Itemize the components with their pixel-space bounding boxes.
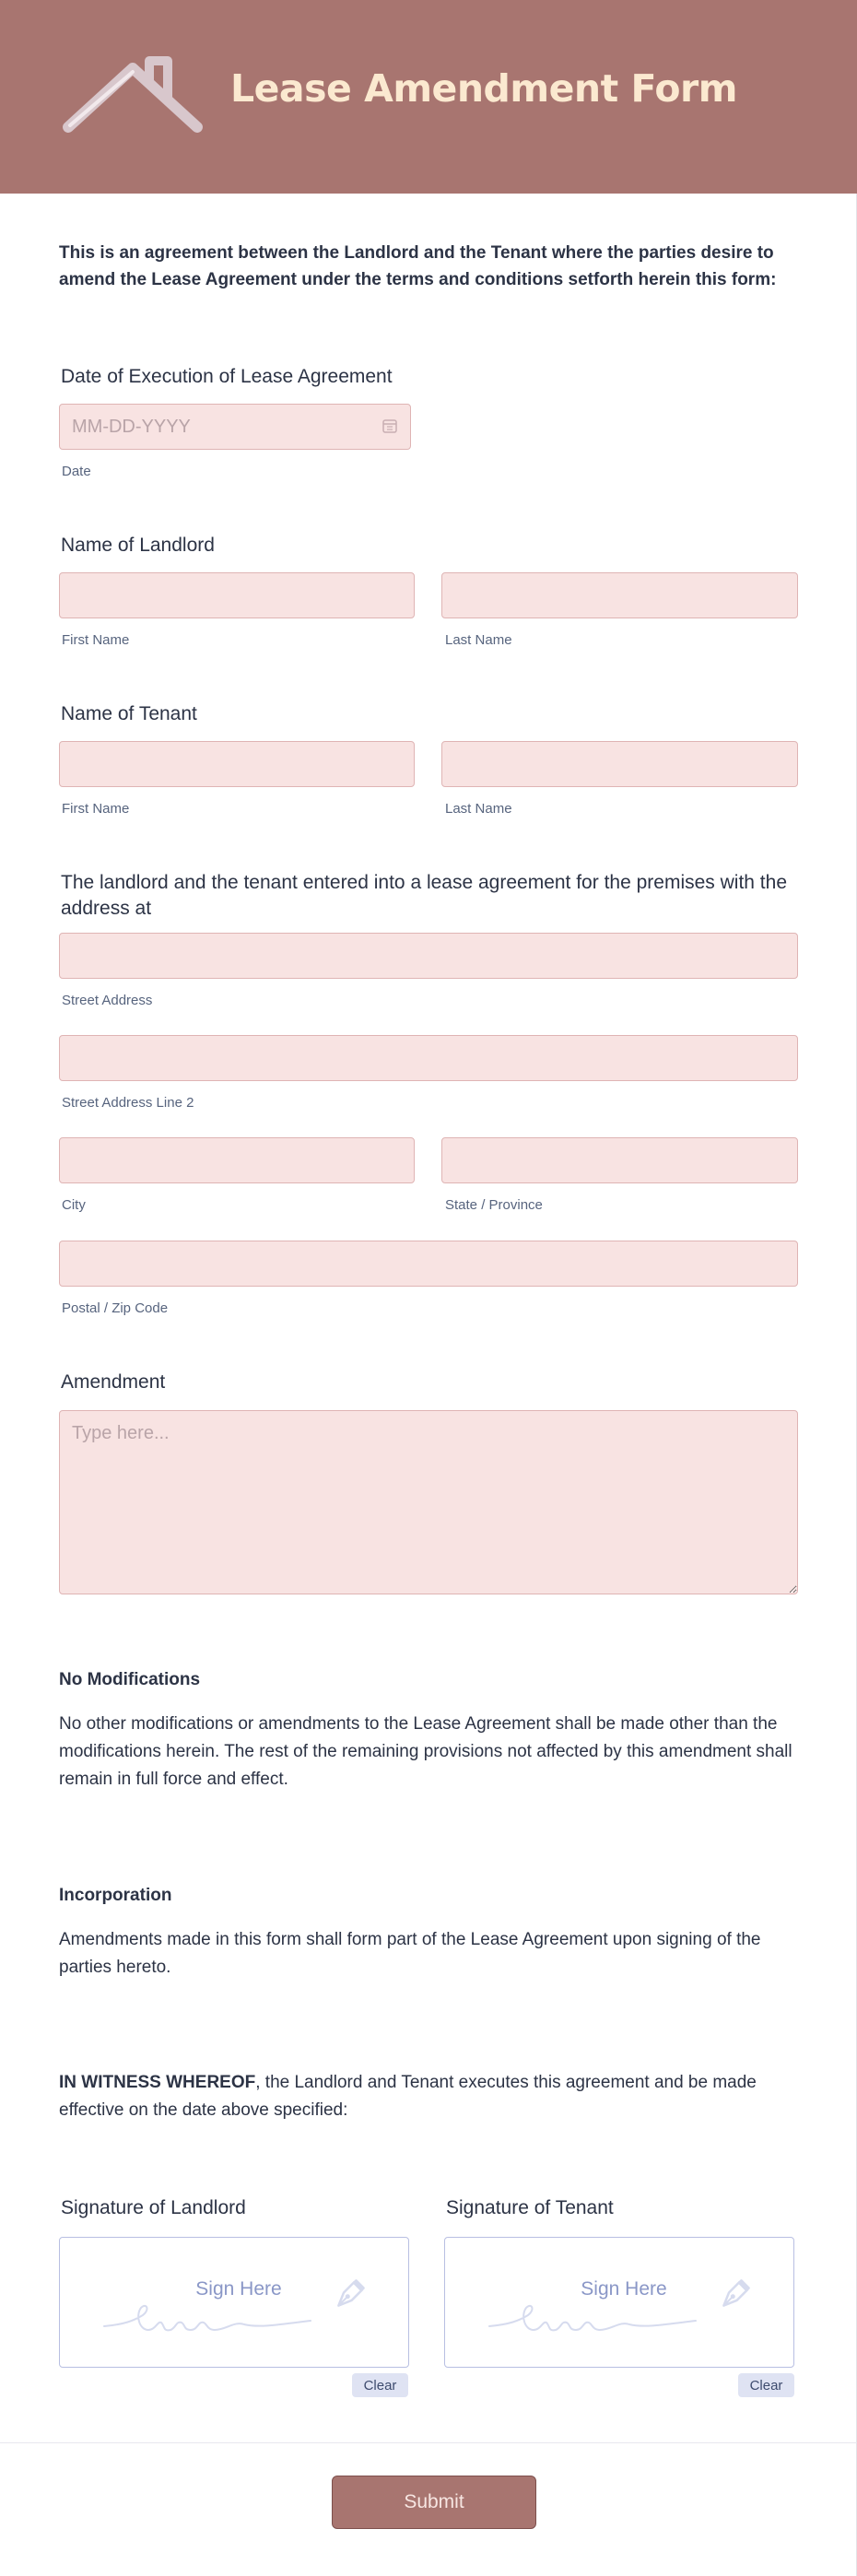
- state-province-sublabel: State / Province: [445, 1197, 543, 1213]
- form-title: Lease Amendment Form: [230, 66, 737, 111]
- tenant-first-name-input[interactable]: [59, 741, 415, 787]
- execution-date-sublabel: Date: [62, 464, 91, 479]
- landlord-last-name-sublabel: Last Name: [445, 632, 512, 648]
- clear-tenant-signature-button[interactable]: Clear: [738, 2373, 794, 2397]
- house-roof-icon: [59, 53, 206, 142]
- amendment-label: Amendment: [61, 1371, 166, 1393]
- amendment-textarea[interactable]: [59, 1410, 798, 1594]
- footer-divider: [0, 2442, 857, 2443]
- landlord-signature-label: Signature of Landlord: [61, 2197, 246, 2218]
- city-input[interactable]: [59, 1137, 415, 1183]
- address-label: The landlord and the tenant entered into a lease agreement for the premises with the address at: [61, 872, 787, 919]
- tenant-name-label: Name of Tenant: [61, 703, 197, 724]
- sign-here-hint: Sign Here: [195, 2278, 282, 2300]
- landlord-signature-pad[interactable]: [59, 2237, 409, 2368]
- intro-text: This is an agreement between the Landlord and the Tenant where the parties desire to amend the Lease Agreement under the terms and conditions setforth herein this form:: [59, 243, 777, 289]
- street-address-input[interactable]: [59, 933, 798, 979]
- clear-landlord-signature-button[interactable]: Clear: [352, 2373, 408, 2397]
- landlord-name-label: Name of Landlord: [61, 535, 215, 556]
- witness-bold: IN WITNESS WHEREOF: [59, 2073, 256, 2092]
- tenant-signature-pad[interactable]: [444, 2237, 794, 2368]
- street-address-sublabel: Street Address: [62, 993, 153, 1008]
- landlord-first-name-input[interactable]: [59, 572, 415, 618]
- city-sublabel: City: [62, 1197, 86, 1213]
- postal-code-sublabel: Postal / Zip Code: [62, 1300, 169, 1316]
- landlord-first-name-sublabel: First Name: [62, 632, 130, 648]
- no-modifications-heading: No Modifications: [59, 1670, 201, 1689]
- signature-scribble-icon: [482, 2293, 703, 2339]
- fountain-pen-icon: [329, 2276, 368, 2315]
- postal-code-input[interactable]: [59, 1241, 798, 1287]
- incorporation-heading: Incorporation: [59, 1886, 172, 1905]
- form-header: [0, 0, 857, 194]
- no-modifications-text: No other modifications or amendments to the Lease Agreement shall be made other than the modifications herein. The rest of the remaining provisions not affected by this amendment shall remain in full force and effect.: [59, 1714, 792, 1789]
- landlord-last-name-input[interactable]: [441, 572, 798, 618]
- execution-date-input[interactable]: [59, 404, 411, 450]
- street-address-line2-input[interactable]: [59, 1035, 798, 1081]
- tenant-first-name-sublabel: First Name: [62, 801, 130, 817]
- submit-button[interactable]: Submit: [332, 2476, 536, 2529]
- tenant-last-name-sublabel: Last Name: [445, 801, 512, 817]
- sign-here-hint: Sign Here: [581, 2278, 667, 2300]
- street-address-line2-sublabel: Street Address Line 2: [62, 1095, 194, 1111]
- signature-scribble-icon: [97, 2293, 318, 2339]
- execution-date-label: Date of Execution of Lease Agreement: [61, 366, 393, 387]
- state-province-input[interactable]: [441, 1137, 798, 1183]
- tenant-last-name-input[interactable]: [441, 741, 798, 787]
- witness-text: [59, 2069, 805, 2124]
- fountain-pen-icon: [714, 2276, 753, 2315]
- incorporation-text: Amendments made in this form shall form part of the Lease Agreement upon signing of the parties hereto.: [59, 1930, 761, 1977]
- witness-rest: , the Landlord and Tenant executes this agreement and be made effective on the date above specified:: [59, 2073, 757, 2120]
- tenant-signature-label: Signature of Tenant: [446, 2197, 614, 2218]
